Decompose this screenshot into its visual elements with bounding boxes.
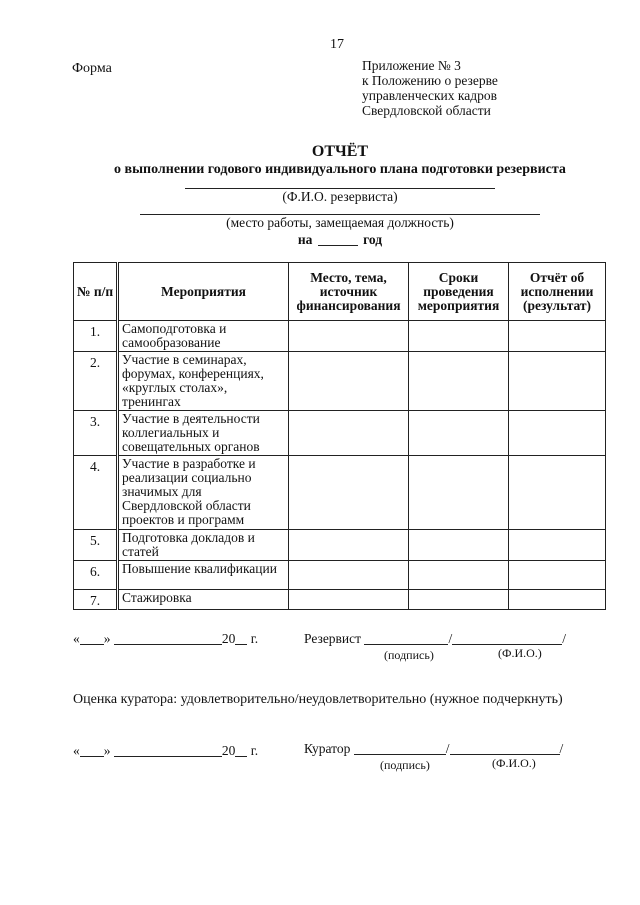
curator-signature-blank[interactable] xyxy=(354,742,446,755)
report-subtitle: о выполнении годового индивидуального плана подготовки резервиста xyxy=(114,162,566,177)
year-digits-blank[interactable] xyxy=(235,744,247,757)
year-blank[interactable] xyxy=(318,233,358,246)
row-number: 3. xyxy=(74,411,118,456)
row-place-cell[interactable] xyxy=(289,590,409,610)
row-report-cell[interactable] xyxy=(509,590,606,610)
year-suffix: год xyxy=(363,232,383,247)
header-place: Место, тема, источник финансирования xyxy=(289,263,409,321)
report-year xyxy=(0,232,640,248)
reservist-label: Резервист xyxy=(304,631,362,646)
row-number: 2. xyxy=(74,352,118,411)
row-terms-cell[interactable] xyxy=(409,321,509,352)
row-number: 7. xyxy=(74,590,118,610)
row-activity: Участие в деятельности коллегиальных и совещательных органов xyxy=(118,411,289,456)
month-blank[interactable] xyxy=(114,632,222,645)
quote-open: « xyxy=(73,743,80,758)
reservist-signature-blank[interactable] xyxy=(364,632,448,645)
curator-fio-blank[interactable] xyxy=(450,742,560,755)
day-blank[interactable] xyxy=(80,632,104,645)
appendix-line-2: к Положению о резерве xyxy=(362,73,498,88)
year-suffix: г. xyxy=(250,743,259,758)
row-report-cell[interactable] xyxy=(509,530,606,561)
table-row xyxy=(74,352,606,411)
row-number: 1. xyxy=(74,321,118,352)
signature-slash: / xyxy=(448,631,453,646)
quote-close: » xyxy=(103,743,111,758)
row-terms-cell[interactable] xyxy=(409,352,509,411)
curator-label: Куратор xyxy=(304,741,351,756)
plan-table xyxy=(73,262,606,610)
row-report-cell[interactable] xyxy=(509,321,606,352)
header-terms: Сроки проведения мероприятия xyxy=(409,263,509,321)
table-row xyxy=(74,590,606,610)
appendix-line-3: управленческих кадров xyxy=(362,88,497,103)
appendix-block xyxy=(362,58,498,118)
table-row xyxy=(74,411,606,456)
row-place-cell[interactable] xyxy=(289,411,409,456)
fio-caption-small: (Ф.И.О.) xyxy=(498,646,542,660)
day-blank[interactable] xyxy=(80,744,104,757)
signature-slash: / xyxy=(445,741,450,756)
reservist-signature xyxy=(304,631,566,647)
row-place-cell[interactable] xyxy=(289,456,409,530)
table-row xyxy=(74,456,606,530)
fio-caption: (Ф.И.О. резервиста) xyxy=(282,189,398,204)
row-activity: Участие в семинарах, форумах, конференциях, «круглых столах», тренингах xyxy=(118,352,289,411)
row-activity: Стажировка xyxy=(118,590,289,610)
row-place-cell[interactable] xyxy=(289,321,409,352)
year-suffix: г. xyxy=(250,631,259,646)
header-report: Отчёт об исполнении (результат) xyxy=(509,263,606,321)
signature-slash: / xyxy=(559,741,564,756)
signature-slash: / xyxy=(562,631,566,646)
page-number: 17 xyxy=(330,37,344,52)
appendix-line-1: Приложение № 3 xyxy=(362,58,461,73)
report-title: ОТЧЁТ xyxy=(311,143,369,160)
month-blank[interactable] xyxy=(114,744,222,757)
row-report-cell[interactable] xyxy=(509,561,606,590)
year-prefix: 20 xyxy=(221,743,236,758)
row-terms-cell[interactable] xyxy=(409,561,509,590)
appendix-line-4: Свердловской области xyxy=(362,103,491,118)
row-report-cell[interactable] xyxy=(509,352,606,411)
row-number: 6. xyxy=(74,561,118,590)
row-activity: Подготовка докладов и статей xyxy=(118,530,289,561)
table-header-row xyxy=(74,263,606,321)
row-terms-cell[interactable] xyxy=(409,411,509,456)
fio-caption-small: (Ф.И.О.) xyxy=(492,756,536,770)
header-num: № п/п xyxy=(74,263,118,321)
curator-signature xyxy=(304,741,563,757)
reservist-fio-blank[interactable] xyxy=(452,632,562,645)
row-terms-cell[interactable] xyxy=(409,530,509,561)
table-row xyxy=(74,561,606,590)
row-place-cell[interactable] xyxy=(289,561,409,590)
row-report-cell[interactable] xyxy=(509,411,606,456)
curator-date xyxy=(73,743,258,759)
row-number: 4. xyxy=(74,456,118,530)
table-row xyxy=(74,530,606,561)
row-terms-cell[interactable] xyxy=(409,590,509,610)
quote-open: « xyxy=(73,631,80,646)
year-prefix: 20 xyxy=(221,631,236,646)
row-number: 5. xyxy=(74,530,118,561)
row-activity: Самоподготовка и самообразование xyxy=(118,321,289,352)
table-row xyxy=(74,321,606,352)
year-digits-blank[interactable] xyxy=(235,632,247,645)
signature-caption: (подпись) xyxy=(384,648,434,662)
quote-close: » xyxy=(103,631,111,646)
row-activity: Участие в разработке и реализации социально значимых для Свердловской области проектов и программ xyxy=(118,456,289,530)
workplace-caption: (место работы, замещаемая должность) xyxy=(226,215,454,230)
header-activities: Мероприятия xyxy=(118,263,289,321)
signature-caption: (подпись) xyxy=(380,758,430,772)
row-activity: Повышение квалификации xyxy=(118,561,289,590)
reservist-date xyxy=(73,631,258,647)
row-place-cell[interactable] xyxy=(289,352,409,411)
row-report-cell[interactable] xyxy=(509,456,606,530)
curator-assessment: Оценка куратора: удовлетворительно/неудовлетворительно (нужное подчеркнуть) xyxy=(73,692,563,707)
row-terms-cell[interactable] xyxy=(409,456,509,530)
year-prefix: на xyxy=(297,232,313,247)
row-place-cell[interactable] xyxy=(289,530,409,561)
form-label: Форма xyxy=(72,61,112,76)
